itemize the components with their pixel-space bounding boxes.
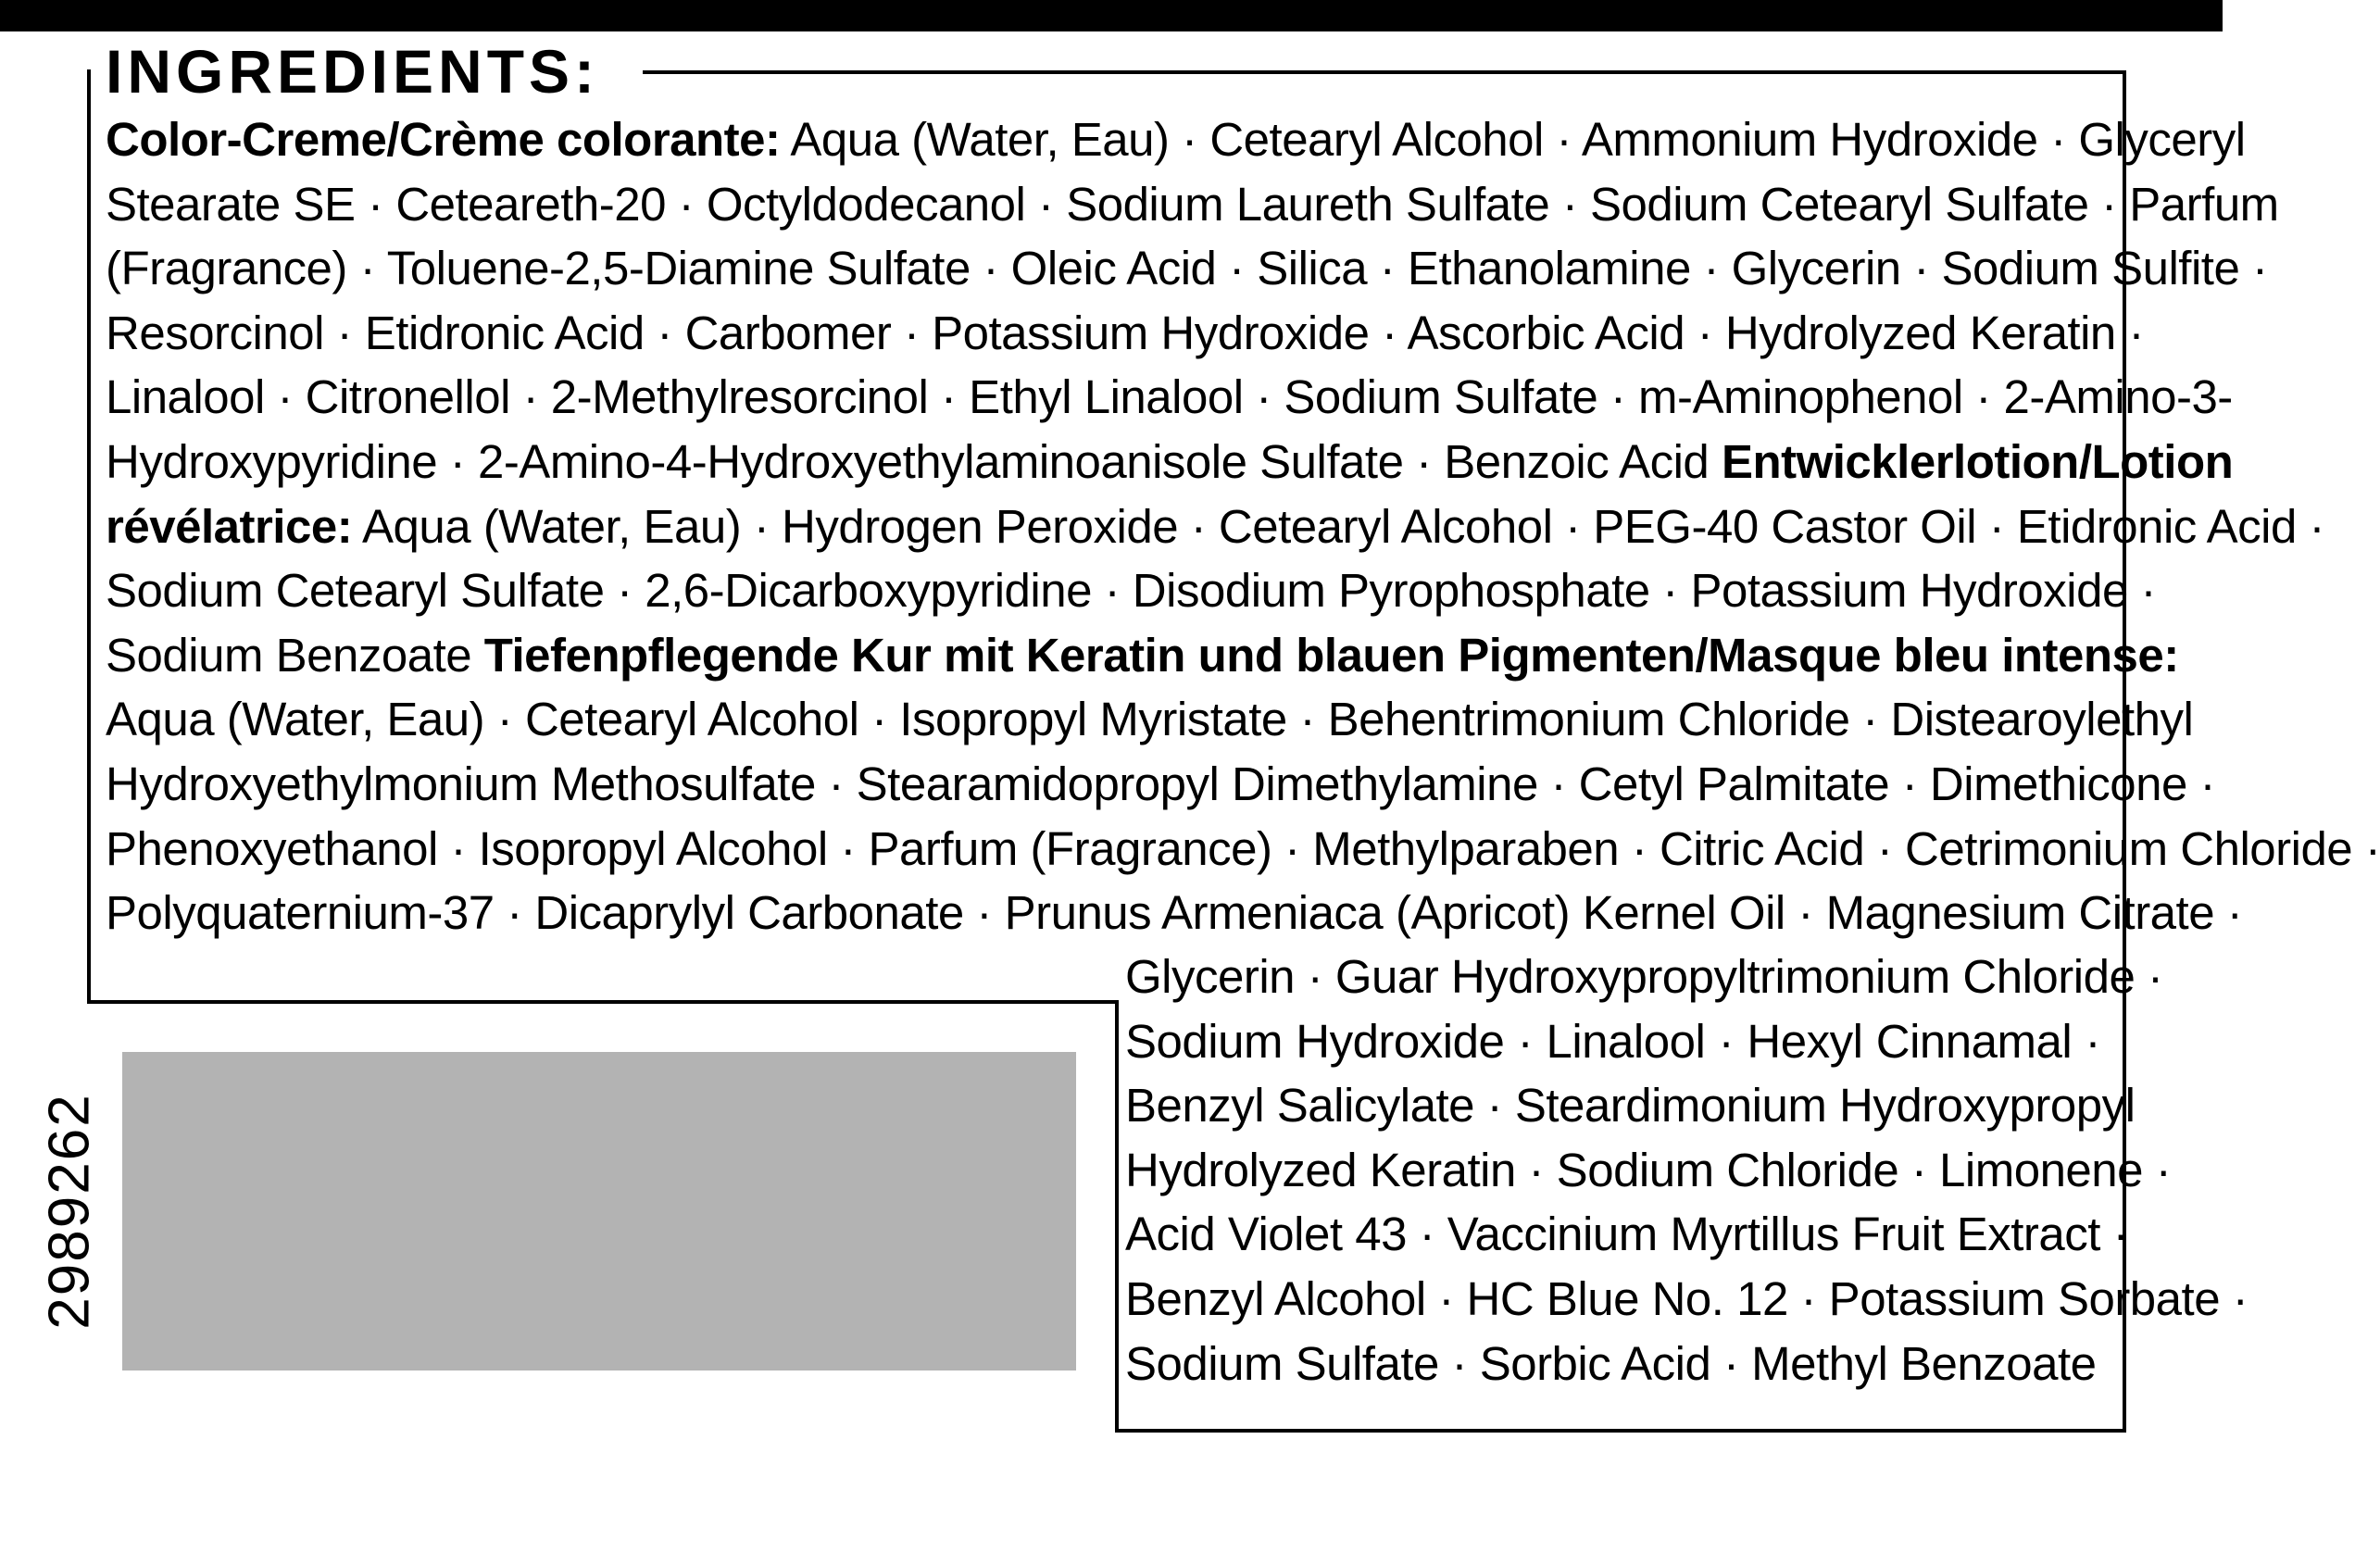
ingredient-text: Hydroxyethylmonium Methosulfate · Stearamidopropyl Dimethylamine · Cetyl Palmitate · Dimethicone · <box>106 757 2216 810</box>
ingredient-line <box>106 558 2156 623</box>
grey-code-panel <box>122 1052 1076 1371</box>
ingredient-text: Acid Violet 43 · Vaccinium Myrtillus Fruit Extract · <box>1125 1208 2129 1261</box>
ingredient-line <box>106 236 2268 301</box>
ingredient-line <box>106 623 2179 688</box>
ingredient-text: Stearate SE · Ceteareth-20 · Octyldodecanol · Sodium Laureth Sulfate · Sodium Cetearyl Sulfate · Parfum <box>106 177 2279 231</box>
ingredient-text: Hydroxypyridine · 2-Amino-4-Hydroxyethylaminoanisole Sulfate · Benzoic Acid <box>106 434 1722 488</box>
ingredient-text: Benzyl Alcohol · HC Blue No. 12 · Potassium Sorbate · <box>1125 1271 2248 1325</box>
ingredient-line <box>106 881 2243 945</box>
ingredient-line <box>106 430 2234 494</box>
section-heading: Entwicklerlotion/Lotion <box>1721 434 2234 488</box>
ingredient-line <box>106 752 2216 817</box>
ingredient-line <box>106 817 2380 882</box>
ingredients-lower-text <box>1125 945 2248 1396</box>
ingredient-text: Phenoxyethanol · Isopropyl Alcohol · Parfum (Fragrance) · Methylparaben · Citric Acid · Cetrimonium Chloride · <box>106 821 2380 875</box>
section-heading: révélatrice: <box>106 499 353 553</box>
ingredient-text: Hydrolyzed Keratin · Sodium Chloride · Limonene · <box>1125 1143 2172 1196</box>
ingredient-line <box>106 687 2194 752</box>
ingredient-text: Polyquaternium-37 · Dicaprylyl Carbonate · Prunus Armeniaca (Apricot) Kernel Oil · Magnesium Citrate · <box>106 886 2243 940</box>
ingredient-line <box>1125 1009 2100 1074</box>
section-heading: Tiefenpflegende Kur mit Keratin und blauen Pigmenten/Masque bleu intense: <box>483 628 2179 682</box>
ingredient-text: Glycerin · Guar Hydroxypropyltrimonium Chloride · <box>1125 950 2163 1003</box>
ingredient-text: Sodium Cetearyl Sulfate · 2,6-Dicarboxypyridine · Disodium Pyrophosphate · Potassium Hydroxide · <box>106 564 2156 618</box>
ingredient-text: Sodium Benzoate <box>106 628 484 682</box>
ingredients-upper-text <box>106 107 2380 945</box>
ingredient-text: Sodium Hydroxide · Linalool · Hexyl Cinnamal · <box>1125 1014 2100 1068</box>
ingredient-text: Aqua (Water, Eau) · Hydrogen Peroxide · Cetearyl Alcohol · PEG-40 Castor Oil · Etidronic Acid · <box>352 499 2325 553</box>
ingredient-line <box>1125 1138 2172 1203</box>
article-number-text: 2989262 <box>37 1093 102 1330</box>
ingredient-line <box>106 494 2325 559</box>
ingredient-text: Sodium Sulfate · Sorbic Acid · Methyl Benzoate <box>1125 1336 2097 1390</box>
ingredient-text: Benzyl Salicylate · Steardimonium Hydroxypropyl <box>1125 1079 2136 1133</box>
ingredient-text: Linalool · Citronellol · 2-Methylresorcinol · Ethyl Linalool · Sodium Sulfate · m-Aminophenol · 2-Amino-3- <box>106 370 2233 424</box>
ingredient-text: Aqua (Water, Eau) · Cetearyl Alcohol · Ammonium Hydroxide · Glyceryl <box>780 113 2246 166</box>
ingredient-line <box>106 107 2246 172</box>
ingredient-line <box>1125 1267 2248 1332</box>
ingredient-line <box>1125 1332 2100 1396</box>
ingredient-line <box>106 365 2233 430</box>
ingredient-line <box>1125 1073 2136 1138</box>
ingredient-text: Resorcinol · Etidronic Acid · Carbomer · Potassium Hydroxide · Ascorbic Acid · Hydrolyzed Keratin · <box>106 306 2144 359</box>
section-heading: Color-Creme/Crème colorante: <box>106 113 781 166</box>
ingredient-line <box>1125 945 2163 1009</box>
ingredient-line <box>1125 1202 2129 1267</box>
ingredient-line <box>106 172 2279 237</box>
ingredient-text: Aqua (Water, Eau) · Cetearyl Alcohol · Isopropyl Myristate · Behentrimonium Chloride · Distearoylethyl <box>106 693 2194 746</box>
ingredient-text: (Fragrance) · Toluene-2,5-Diamine Sulfate · Oleic Acid · Silica · Ethanolamine · Glycerin · Sodium Sulfite · <box>106 242 2268 295</box>
ingredient-line <box>106 301 2144 366</box>
ingredients-heading: INGREDIENTS: <box>102 37 608 106</box>
